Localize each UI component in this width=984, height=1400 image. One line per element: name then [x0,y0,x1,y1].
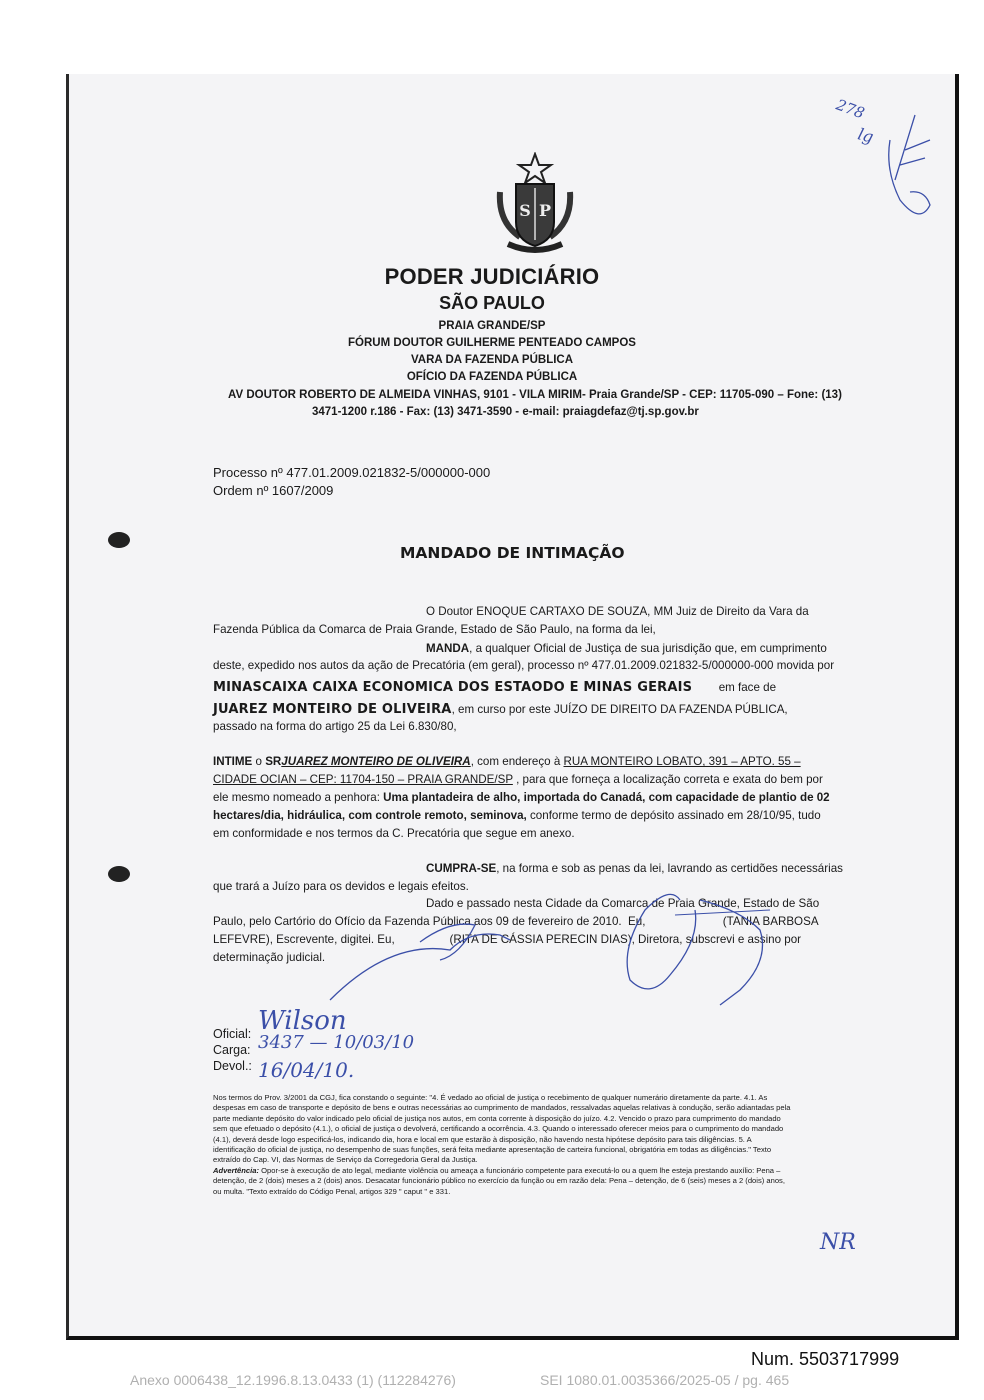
sei-reference: SEI 1080.01.0035366/2025-05 / pg. 465 [540,1372,790,1388]
note-line: ou multa. "Texto extraído do Código Penal, artigos 329 " caput " e 331. [213,1186,451,1196]
asset-description-1: Uma plantadeira de alho, importada do Canadá, com capacidade de plantio de 02 [383,791,830,804]
address-line2: CIDADE OCIAN – CEP: 11704-150 – PRAIA GRANDE/SP [213,773,513,786]
note-line: identificação do oficial de justiça, no desempenho de suas funções, será feita mediante apresentação de carteira funcional, obrigatória em todas as diligências." Texto [213,1145,772,1155]
advertencia-text: Opor-se à execução de ato legal, mediante violência ou ameaça a funcionário competente para executá-lo ou a quem lhe esteja prestando auxílio: Pena – [259,1165,781,1175]
intime-line4-rest: conforme termo de depósito assinado em 28/10/95, tudo [526,809,821,822]
paragraph-manda-line1 [426,641,827,658]
paragraph-intime-line1 [213,754,801,771]
devol-label: Devol.: [213,1059,252,1073]
processo-number: Processo nº 477.01.2009.021832-5/000000-000 [213,465,491,480]
intime-line3-plain: ele mesmo nomeado a penhora: [213,791,384,804]
oficio-name: OFÍCIO DA FAZENDA PÚBLICA [406,371,578,383]
advertencia-label: Advertência: [213,1165,260,1175]
annotation-initials: lg [855,124,876,147]
court-state: SÃO PAULO [439,293,545,313]
forum-name: FÓRUM DOUTOR GUILHERME PENTEADO CAMPOS [348,337,636,349]
defendant-rest: , em curso por este JUÍZO DE DIREITO DA FAZENDA PÚBLICA, [451,703,788,716]
intimated-name: JUAREZ MONTEIRO DE OLIVEIRA [281,755,471,768]
em-face-de: em face de [718,681,777,694]
oficial-label: Oficial: [213,1027,252,1041]
paragraph-manda-line5: passado na forma do artigo 25 da Lei 6.830/80, [213,720,457,733]
annotation-page-number: 278 [833,95,867,123]
paragraph-dado-line1: Dado e passado nesta Cidade da Comarca de Praia Grande, Estado de São [426,897,820,910]
sao-paulo-coat-of-arms-icon [490,152,580,262]
note-line: extraído do Cap. VI, das Normas de Serviço da Corregedoria Geral da Justiça. [213,1155,478,1165]
carga-label: Carga: [213,1043,251,1057]
note-line: despesas em caso de transporte e depósito de bens e outras necessárias ao cumprimento de mandados, ressalvadas aquelas relativas à condução, serão adiantadas pela [213,1103,791,1113]
note-line: Nos termos do Prov. 3/2001 da CGJ, fica constando o seguinte: "4. É vedado ao oficial de justiça o recebimento de qualquer numerário diretamente da parte. 4.1. As [213,1093,768,1102]
paragraph-intime-line2 [213,772,823,789]
court-title: PODER JUDICIÁRIO [384,264,600,289]
legal-notes [213,1093,865,1197]
cumpra-text: , na forma e sob as penas da lei, lavrando as certidões necessárias [496,862,843,875]
note-line-advertencia [213,1166,865,1176]
paragraph-manda-line3 [213,678,776,697]
manda-keyword: MANDA [426,642,470,655]
paragraph-intime-line4 [213,808,821,825]
paragraph-intime-line3 [213,790,830,807]
vara-name: VARA DA FAZENDA PÚBLICA [410,354,574,366]
note-line: (4.1), deverá desde logo especificá-los, indicando dia, hora e local em que estarão à disposição, não havendo nesta hipótese depósito para tais diligências. 5. A [213,1134,752,1144]
paragraph-cumpra-line2: que trará a Juízo para os devidos e legais efeitos. [213,880,469,893]
note-line: sem que efetuado o depósito (4.1.), o oficial de justiça o devolverá, certificando a ocorrência. 4.3. Quando o interessado oferecer meios para o cumprimento do mandado [213,1124,784,1134]
asset-description-2: hectares/dia, hidráulica, com controle remoto, seminova, [213,809,527,822]
intime-line2-rest: , para que forneça a localização correta e exata do bem por [512,773,823,786]
document-title: MANDADO DE INTIMAÇÃO [400,544,625,562]
oficial-value: Wilson [258,1006,347,1036]
paragraph-judge-line2: Fazenda Pública da Comarca de Praia Grande, Estado de São Paulo, na forma da lei, [213,623,656,636]
note-line: parte mediante depósito do valor indicado pelo oficial de justiça nos autos, em conta corrente à disposição do juízo. 4.2. Vencido o prazo para cumprimento do mandado [213,1113,781,1123]
handwritten-mark-icon [870,110,940,230]
carga-value: 3437 — 10/03/10 [258,1032,415,1053]
paragraph-dado-line4: determinação judicial. [213,951,326,964]
seal-p: P [538,201,552,220]
paragraph-dado-line3: LEFEVRE), Escrevente, digitei. Eu, (RITA DE CÁSSIA PERECIN DIAS), Diretora, subscrevi e assino por [213,933,802,946]
seal-s: S [519,201,531,220]
intime-sr: SR [265,755,282,768]
plaintiff-name: MINASCAIXA CAIXA ECONOMICA DOS ESTAODO E MINAS GERAIS [213,680,693,695]
court-city: PRAIA GRANDE/SP [438,320,546,332]
paragraph-manda-line2: deste, expedido nos autos da ação de Precatória (em geral), processo nº 477.01.2009.021832-5/000000-000 movida por [213,659,835,672]
note-line: detenção, de 2 (dois) meses a 2 (dois) anos. Desacatar funcionário público no exercício da função ou em razão dela: Pena – detenção, de 6 (seis) meses a 2 (dois) anos, [213,1176,785,1186]
devol-value: 16/04/10. [258,1058,355,1082]
annotation-nr: NR [820,1230,856,1255]
intime-keyword: INTIME [213,755,253,768]
punch-hole [108,866,130,882]
anexo-reference: Anexo 0006438_12.1996.8.13.0433 (1) (112284276) [130,1372,456,1388]
paragraph-cumpra-line1 [426,861,843,878]
intime-after-name: , com endereço à [470,755,564,768]
punch-hole [108,532,130,548]
manda-text: , a qualquer Oficial de Justiça de sua jurisdição que, em cumprimento [469,642,827,655]
paragraph-dado-line2: Paulo, pelo Cartório do Ofício da Fazenda Pública aos 09 de fevereiro de 2010. Eu, (TANIA BARBOSA [213,915,819,928]
court-address-line2: 3471-1200 r.186 - Fax: (13) 3471-3590 - e-mail: praiagdefaz@tj.sp.gov.br [312,406,699,418]
intime-o: o [252,755,266,768]
paragraph-intime-line5: em conformidade e nos termos da C. Precatória que segue em anexo. [213,827,575,840]
cumpra-keyword: CUMPRA-SE [426,862,497,875]
paragraph-judge-line1: O Doutor ENOQUE CARTAXO DE SOUZA, MM Juiz de Direito da Vara da [426,605,809,618]
ordem-number: Ordem nº 1607/2009 [213,483,334,498]
defendant-name: JUAREZ MONTEIRO DE OLIVEIRA [213,702,452,717]
court-address-line1: AV DOUTOR ROBERTO DE ALMEIDA VINHAS, 9101 - VILA MIRIM- Praia Grande/SP - CEP: 11705-090 – Fone: (13) [228,389,842,401]
handwritten-signatures [300,880,880,1020]
document-number: Num. 5503717999 [751,1349,900,1369]
paragraph-manda-line4 [213,700,788,719]
address-line1: RUA MONTEIRO LOBATO, 391 – APTO. 55 – [563,755,801,768]
